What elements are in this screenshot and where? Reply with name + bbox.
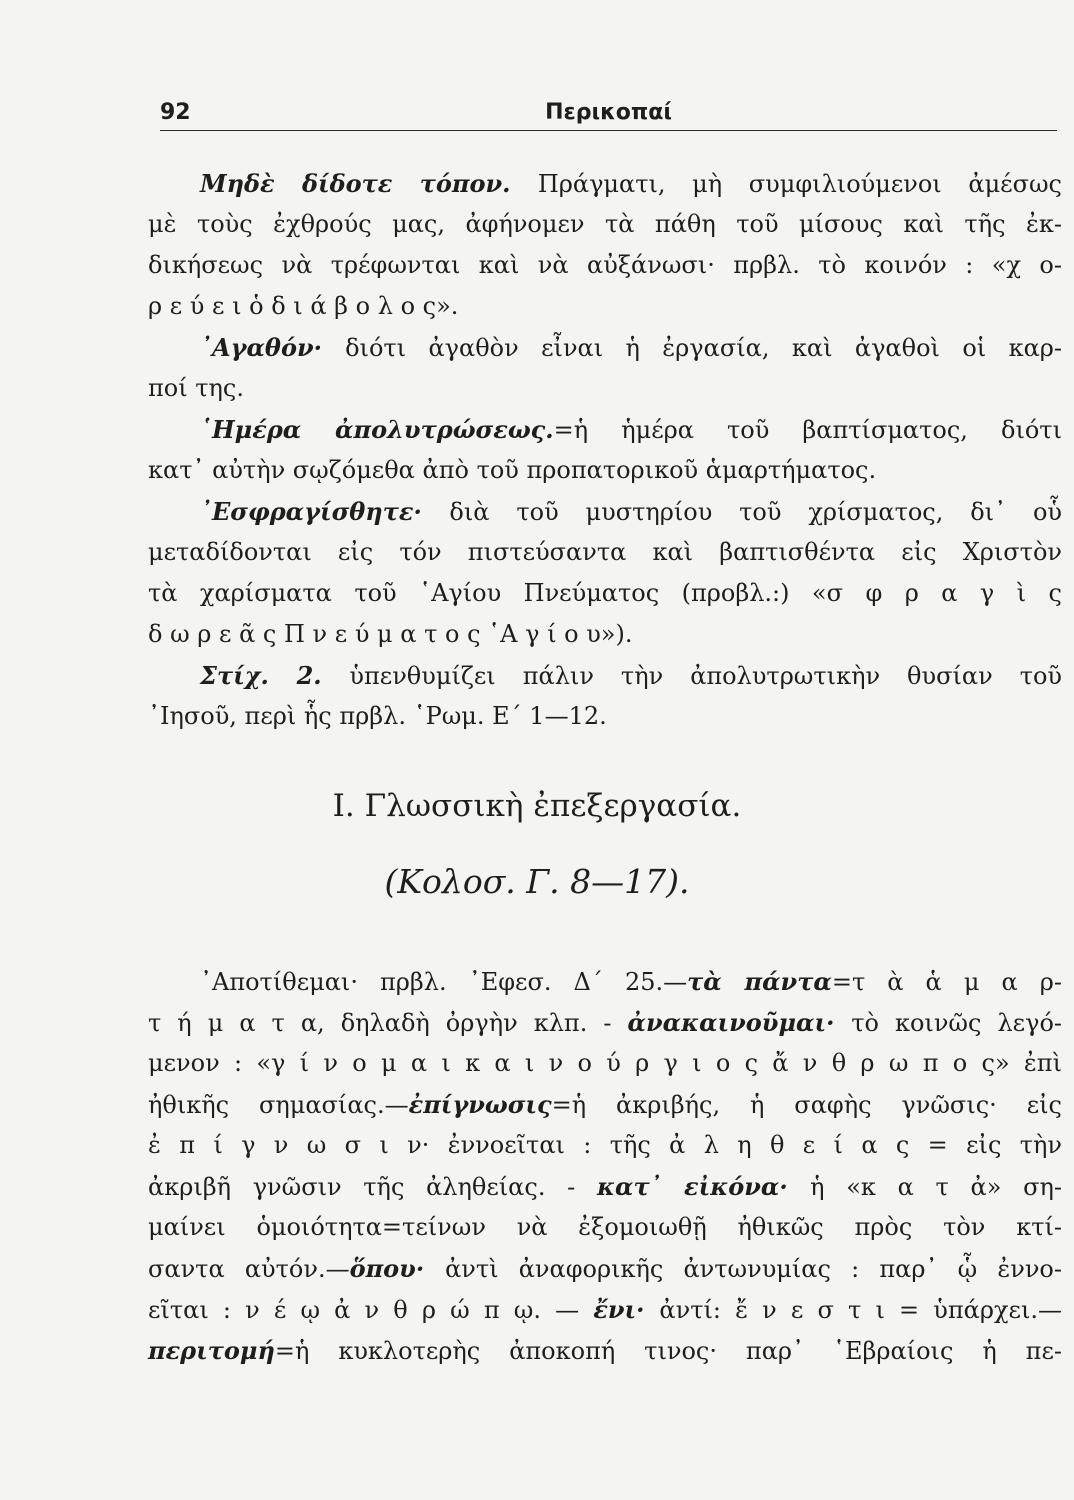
line-text: ᾿Αποτίθεμαι· πρβλ. ᾿Εφεσ. Δ΄ 25.— bbox=[200, 968, 688, 996]
text-line bbox=[148, 450, 1062, 491]
lemma-term: ᾿Αγαθόν· bbox=[200, 333, 346, 362]
line-text: σαντα αὐτόν.— bbox=[148, 1255, 350, 1283]
lemma-term: ῾Ημέρα ἀπολυτρώσεως. bbox=[200, 415, 554, 444]
text-line bbox=[148, 614, 1062, 655]
line-text: μὲ τοὺς ἐχθρούς μας, ἀφήνομεν τὰ πάθη τοῦ μίσους καὶ τῆς ἐκ- bbox=[148, 210, 1062, 238]
lemma-term: ὅπου· bbox=[349, 1254, 446, 1283]
text-line bbox=[148, 491, 1062, 532]
lemma-term: περιτομή bbox=[148, 1336, 275, 1365]
commentary-part-1 bbox=[148, 163, 1062, 737]
line-text: =ἡ ἀκριβής, ἡ σαφὴς γνῶσις· εἰς bbox=[551, 1091, 1062, 1119]
text-line bbox=[148, 409, 1062, 450]
lemma-term: τὰ πάντα bbox=[687, 967, 832, 996]
line-text: ὑπενθυμίζει πάλιν τὴν ἀπολυτρωτικὴν θυσίαν τοῦ bbox=[349, 662, 1063, 690]
text-line bbox=[148, 1248, 1062, 1289]
text-line bbox=[148, 1289, 1062, 1330]
text-line bbox=[148, 1330, 1062, 1371]
text-line bbox=[148, 327, 1062, 368]
page-number: 92 bbox=[160, 100, 191, 125]
line-text: =ἡ κυκλοτερὴς ἀποκοπή τινος· παρ᾿ ῾Εβραίοις ἡ πε- bbox=[274, 1337, 1062, 1365]
section-heading: I. Γλωσσικὴ ἐπεξεργασία. bbox=[332, 788, 742, 824]
line-text: ἀντὶ ἀναφορικῆς ἀντωνυμίας : παρ᾿ ᾧ ἐννο- bbox=[445, 1255, 1062, 1283]
line-text: τὸ κοινῶς λεγό- bbox=[851, 1009, 1062, 1037]
line-text: δικήσεως νὰ τρέφωνται καὶ νὰ αὐξάνωσι· πρβλ. τὸ κοινόν : «χ ο- bbox=[148, 251, 1062, 279]
page-header bbox=[160, 100, 1057, 131]
lemma-term: ἀνακαινοῦμαι· bbox=[627, 1008, 852, 1037]
line-text: ποί της. bbox=[148, 374, 244, 402]
line-text: =τ ὰ ἁ μ α ρ- bbox=[831, 968, 1062, 996]
line-text: διότι ἀγαθὸν εἶναι ἡ ἐργασία, καὶ ἀγαθοὶ οἱ καρ- bbox=[345, 334, 1063, 362]
lemma-term: ἐπίγνωσις bbox=[408, 1090, 552, 1119]
line-text: ρ ε ύ ε ι ὁ δ ι ά β ο λ ο ς». bbox=[148, 292, 459, 320]
text-line bbox=[148, 1002, 1062, 1043]
line-text: τὰ χαρίσματα τοῦ ῾Αγίου Πνεύματος (προβλ.:) «σ φ ρ α γ ὶ ς bbox=[148, 579, 1062, 607]
text-line bbox=[148, 245, 1062, 286]
text-line bbox=[148, 368, 1062, 409]
lemma-term: ᾿Εσφραγίσθητε· bbox=[200, 497, 450, 526]
lemma-term: ἔνι· bbox=[593, 1295, 660, 1324]
line-text: μεταδίδονται εἰς τόν πιστεύσαντα καὶ βαπτισθέντα εἰς Χριστὸν bbox=[148, 538, 1062, 566]
text-line bbox=[148, 1207, 1062, 1248]
line-text: ἀντί: ἔ ν ε σ τ ι = ὑπάρχει.— bbox=[659, 1296, 1062, 1324]
line-text: κατ᾿ αὐτὴν σῳζόμεθα ἀπὸ τοῦ προπατορικοῦ ἁμαρτήματος. bbox=[148, 456, 877, 484]
line-text: τ ή μ α τ α, δηλαδὴ ὀργὴν κλπ. - bbox=[148, 1009, 628, 1037]
line-text: ἠθικῆς σημασίας.— bbox=[148, 1091, 409, 1119]
line-text: ᾿Ιησοῦ, περὶ ἧς πρβλ. ῾Ρωμ. Ε΄ 1—12. bbox=[148, 702, 607, 730]
line-text: διὰ τοῦ μυστηρίου τοῦ χρίσματος, δι᾿ οὗ bbox=[449, 498, 1062, 526]
line-text: ἡ «κ α τ ἀ» ση- bbox=[810, 1173, 1062, 1201]
text-line bbox=[148, 532, 1062, 573]
text-line bbox=[148, 286, 1062, 327]
text-line bbox=[148, 204, 1062, 245]
text-line bbox=[148, 655, 1062, 696]
commentary-part-2 bbox=[148, 961, 1062, 1371]
line-text: δ ω ρ ε ᾶ ς Π ν ε ύ μ α τ ο ς ῾Α γ ί ο υ»). bbox=[148, 620, 633, 648]
running-title: Περικοπαί bbox=[545, 100, 672, 125]
lemma-term: Στίχ. 2. bbox=[200, 661, 350, 690]
line-text: ἐ π ί γ ν ω σ ι ν· ἐννοεῖται : τῆς ἀ λ η θ ε ί α ς = εἰς τὴν bbox=[148, 1131, 1062, 1159]
text-line bbox=[148, 163, 1062, 204]
text-line bbox=[148, 1043, 1062, 1084]
text-line bbox=[148, 1166, 1062, 1207]
text-line bbox=[148, 696, 1062, 737]
line-text: μαίνει ὁμοιότητα=τείνων νὰ ἐξομοιωθῇ ἠθικῶς πρὸς τὸν κτί- bbox=[148, 1213, 1062, 1241]
line-text: μενον : «γ ί ν ο μ α ι κ α ι ν ο ύ ρ γ ι ο ς ἄ ν θ ρ ω π ο ς» ἐπὶ bbox=[148, 1049, 1062, 1077]
line-text: =ἡ ἡμέρα τοῦ βαπτίσματος, διότι bbox=[553, 416, 1062, 444]
text-line bbox=[148, 1084, 1062, 1125]
lemma-term: κατ᾿ εἰκόνα· bbox=[596, 1172, 811, 1201]
text-line bbox=[148, 1125, 1062, 1166]
line-text: Πράγματι, μὴ συμφιλιούμενοι ἀμέσως bbox=[537, 170, 1062, 198]
text-line bbox=[148, 961, 1062, 1002]
section-subheading: (Κολοσ. Γ. 8—17). bbox=[384, 862, 690, 901]
line-text: ἀκριβῆ γνῶσιν τῆς ἀληθείας. - bbox=[148, 1173, 597, 1201]
lemma-term: Μηδὲ δίδοτε τόπον. bbox=[200, 169, 538, 198]
line-text: εῖται : ν έ ῳ ἀ ν θ ρ ώ π ῳ. — bbox=[148, 1296, 594, 1324]
text-line bbox=[148, 573, 1062, 614]
